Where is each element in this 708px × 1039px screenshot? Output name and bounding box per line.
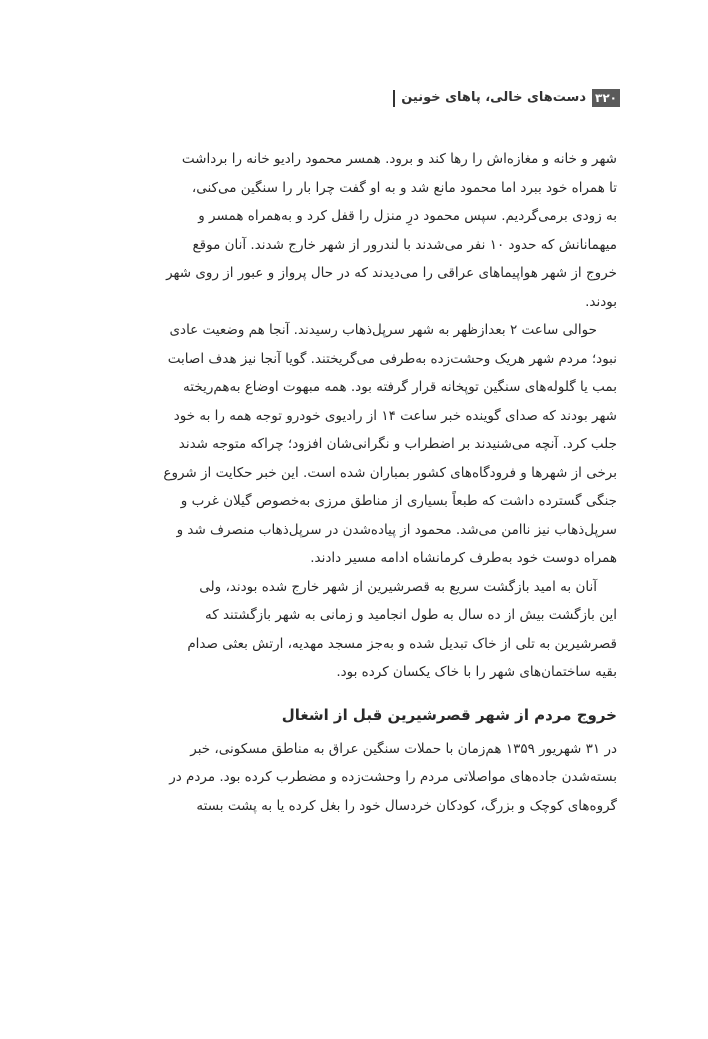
text-line: جنگی گسترده داشت که طبعاً بسیاری از مناطق مرزی به‌خصوص گیلان غرب و <box>180 493 617 509</box>
text-line: خروج از شهر هواپیماهای عراقی را می‌دیدند که در حال پرواز و عبور از روی شهر <box>166 265 617 281</box>
text-line: گروه‌های کوچک و بزرگ، کودکان خردسال خود را بغل کرده یا به پشت بسته <box>196 797 617 814</box>
body-text <box>92 145 617 820</box>
text-line: در ۳۱ شهریور ۱۳۵۹ هم‌زمان با حملات سنگین عراق به مناطق مسکونی، خبر <box>190 740 617 757</box>
text-line: بمب یا گلوله‌های سنگین توپخانه قرار گرفته بود. همه مبهوت اوضاع به‌هم‌ریخته <box>183 379 617 395</box>
paragraph-1 <box>92 145 617 316</box>
text-line: جلب کرد. آنچه می‌شنیدند بر اضطراب و نگرانی‌شان افزود؛ چراکه متوجه شدند <box>178 436 617 452</box>
text-line: شهر و خانه و مغازه‌اش را رها کند و برود. همسر محمود رادیو خانه را برداشت <box>181 151 617 167</box>
text-line: بقیه ساختمان‌های شهر را با خاک یکسان کرده بود. <box>336 664 617 680</box>
running-header <box>393 88 620 108</box>
text-line: برخی از شهرها و فرودگاه‌های کشور بمباران شده است. این خبر حکایت از شروع <box>163 464 617 481</box>
paragraph-2 <box>92 316 617 573</box>
header-divider <box>393 90 395 107</box>
text-line: میهمانانش که حدود ۱۰ نفر می‌شدند با لندرور از شهر خارج شدند. آنان موقع <box>192 236 617 253</box>
book-title: دست‌های خالی، پاهای خونین <box>401 90 587 105</box>
page-number: ۳۲۰ <box>592 89 620 107</box>
text-line: بسته‌شدن جاده‌های مواصلاتی مردم را وحشت‌زده و مضطرب کرده بود. مردم در <box>169 769 617 785</box>
text-line: این بازگشت بیش از ده سال به طول انجامید و زمانی به شهر بازگشتند که <box>205 607 617 623</box>
paragraph-3 <box>92 573 617 687</box>
text-line: قصرشیرین به تلی از خاک تبدیل شده و به‌جز مسجد مهدیه، ارتش بعثی صدام <box>187 635 617 652</box>
text-line: همراه دوست خود به‌طرف کرمانشاه ادامه مسیر دادند. <box>310 550 617 566</box>
text-line: آنان به امید بازگشت سریع به قصرشیرین از شهر خارج شده بودند، ولی <box>199 578 597 595</box>
text-line: به زودی برمی‌گردیم. سپس محمود درِ منزل را قفل کرد و به‌همراه همسر و <box>198 208 617 224</box>
text-line: حوالی ساعت ۲ بعدازظهر به شهر سرپل‌ذهاب رسیدند. آنجا هم وضعیت عادی <box>169 322 597 338</box>
paragraph-4 <box>92 735 617 821</box>
text-line: بودند. <box>585 293 617 310</box>
section-heading: خروج مردم از شهر قصرشیرین قبل از اشغال <box>281 705 617 724</box>
text-line: سرپل‌ذهاب نیز ناامن می‌شد. محمود از پیاده‌شدن در سرپل‌ذهاب منصرف شد و <box>176 521 617 538</box>
text-line: تا همراه خود ببرد اما محمود مانع شد و به او گفت چرا بار را سنگین می‌کنی، <box>191 179 617 196</box>
text-line: نبود؛ مردم شهر هریک وحشت‌زده به‌طرفی می‌گریختند. گویا آنجا نیز هدف اصابت <box>167 350 617 367</box>
text-line: شهر بودند که صدای گوینده خبر ساعت ۱۴ از رادیوی خودرو توجه همه را به خود <box>173 407 617 424</box>
